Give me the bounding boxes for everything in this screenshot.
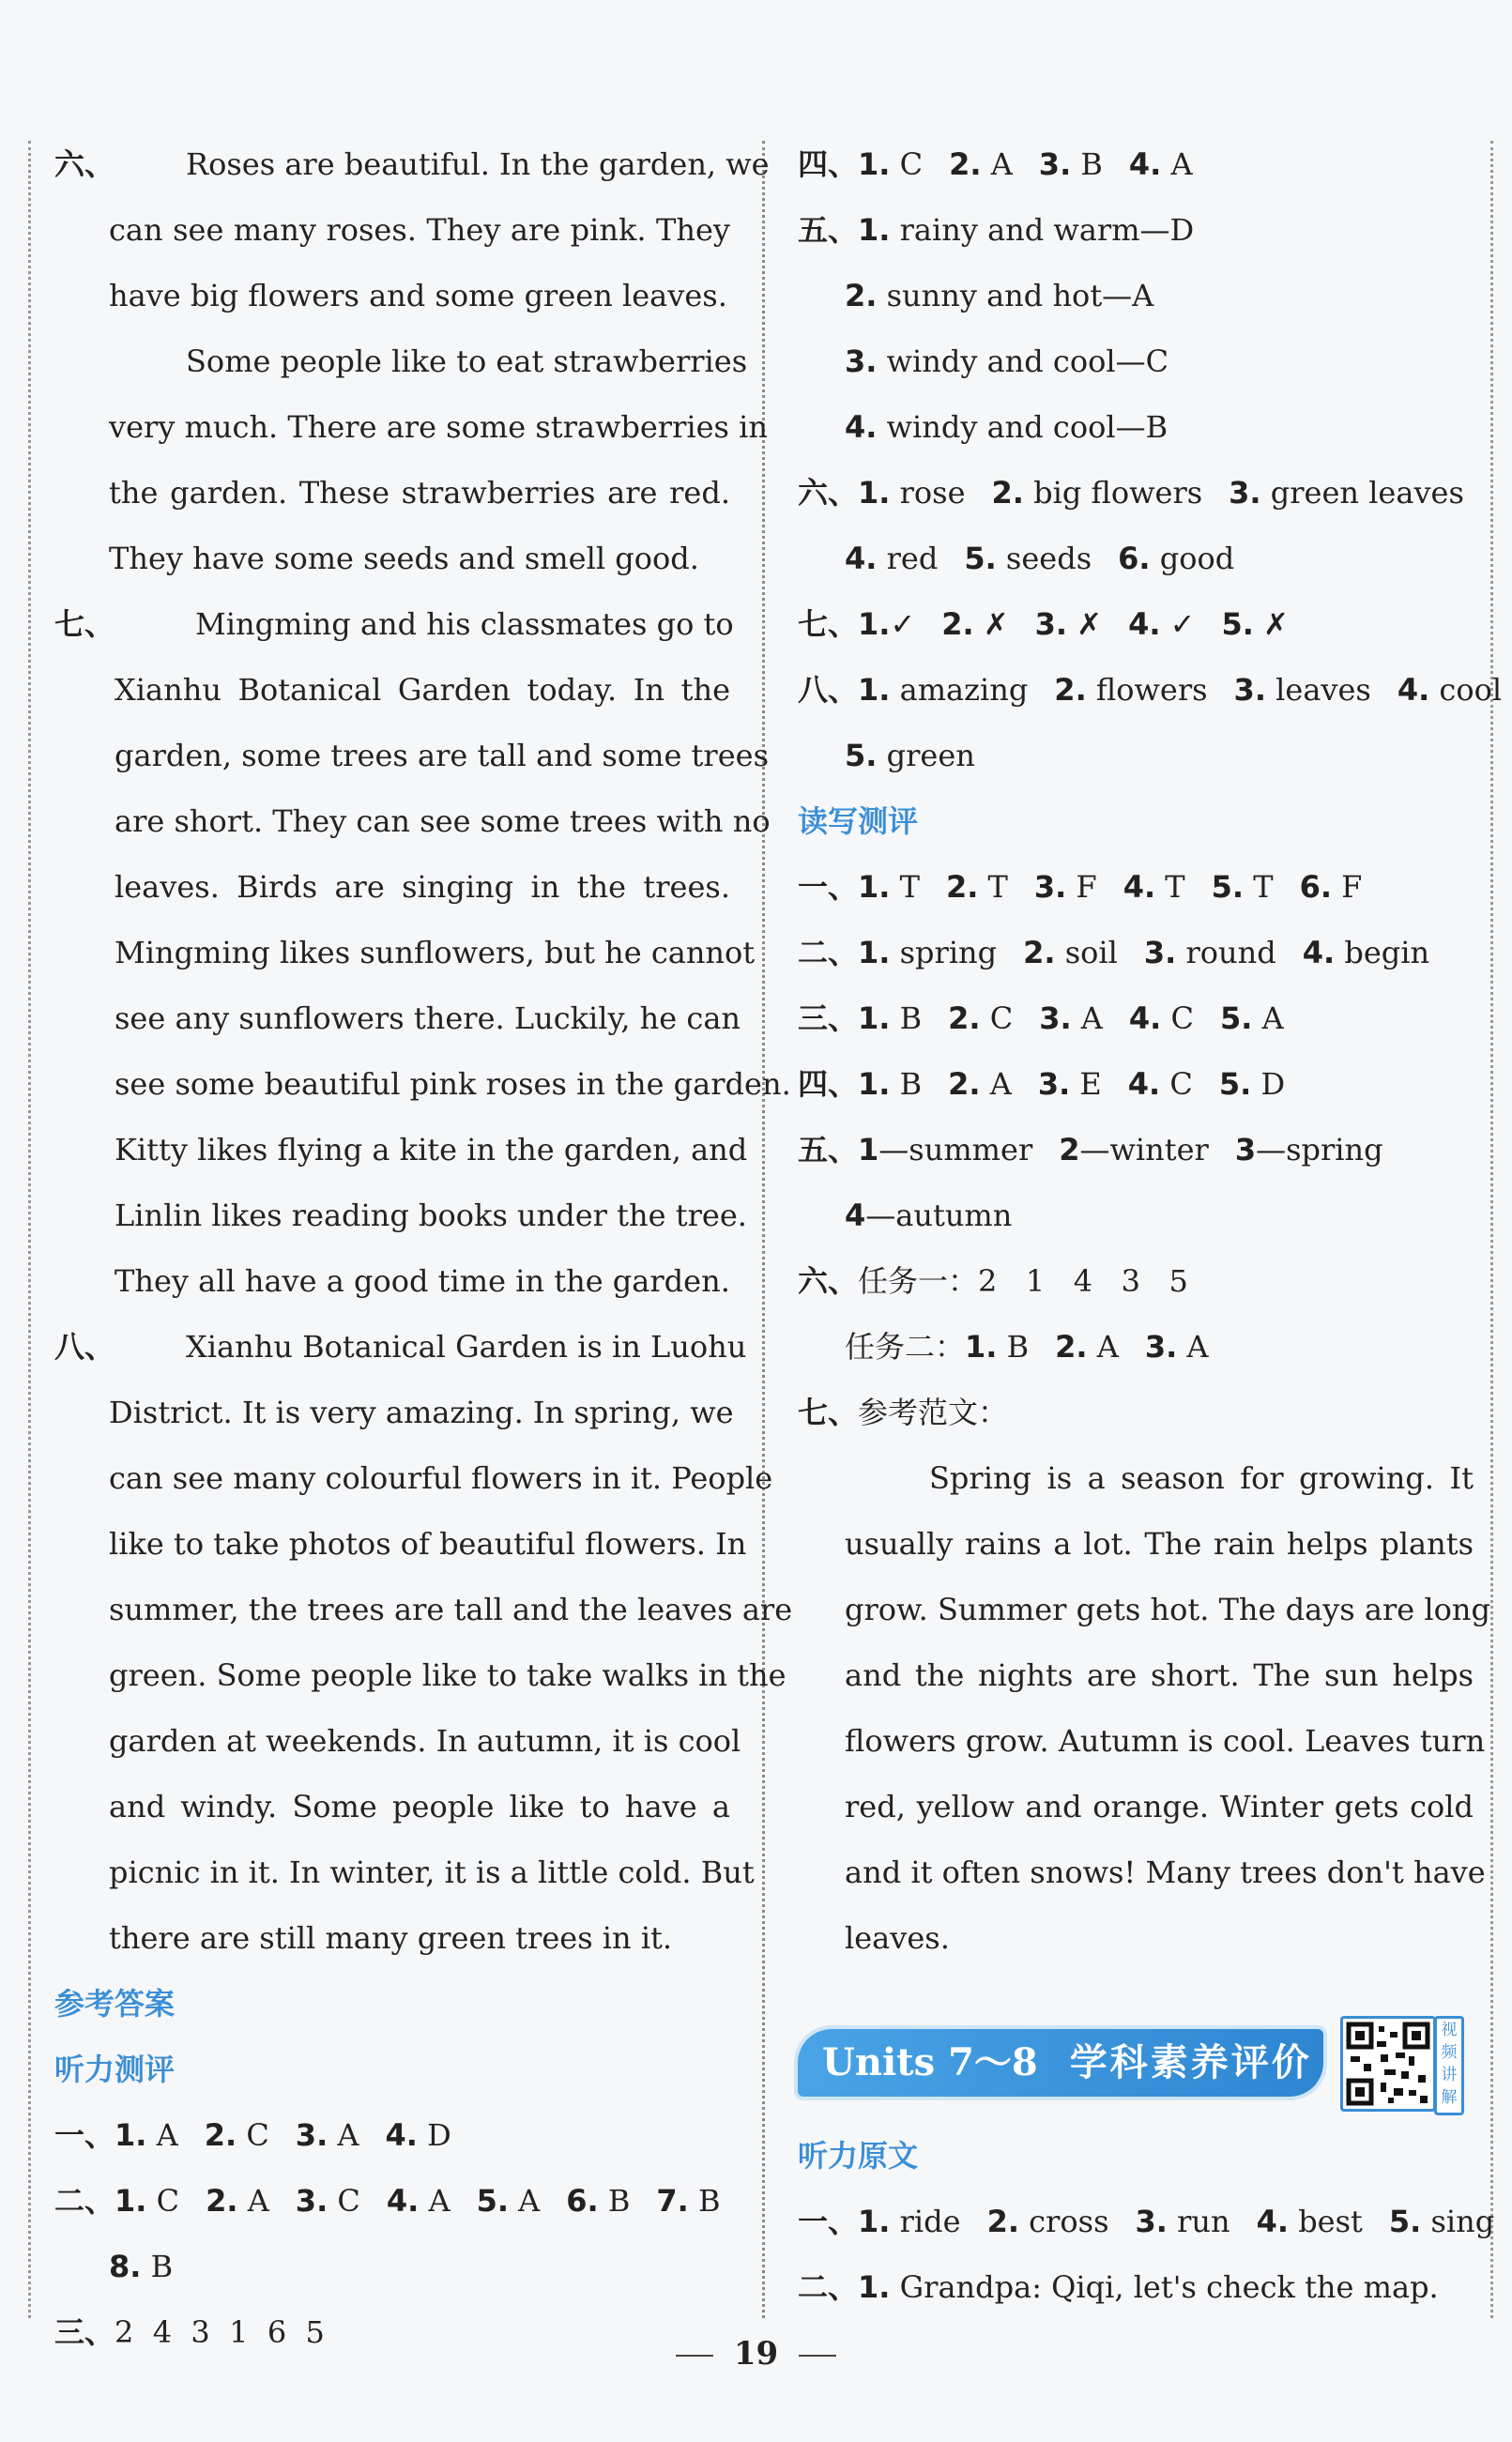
passage-six-line: very much. There are some strawberries in [109,409,768,445]
passage-seven-line: Kitty likes flying a kite in the garden, and [115,1132,748,1168]
passage-six-line-1: 六、 Roses are beautiful. In the garden, we [54,146,770,182]
cross-icon: ✗ [983,606,1009,642]
answer-row-three: 三、2 4 3 1 6 5 [54,2314,325,2350]
passage-seven-line: are short. They can see some trees with no [115,803,771,839]
passage-eight-line: summer, the trees are tall and the leaves are [109,1592,793,1627]
page-footer [0,2326,1512,2382]
answer-row-two-cont: 8. B [109,2249,174,2284]
banner-title: 学科素养评价 [1069,2041,1312,2084]
passage-seven-line: Linlin likes reading books under the tree. [115,1198,747,1233]
passage-eight-line: and windy. Some people like to have a [109,1789,730,1824]
passage-six-line: Some people like to eat strawberries [186,343,748,379]
answer-row-eight-cont: 5. green [845,738,975,773]
listening-title: 听力测评 [54,2052,176,2087]
answer-row-five-line: 3. windy and cool—C [845,343,1169,379]
essay-line: Spring is a season for growing. It [929,1460,1474,1496]
right-border [1490,141,1493,2318]
qr-code-icon[interactable] [1340,2016,1436,2112]
rw-row-four: 四、1. B 2. A 3. E 4. C 5. D [798,1066,1286,1102]
passage-seven-line: see some beautiful pink roses in the garden. [115,1066,791,1102]
passage-eight-line: garden at weekends. In autumn, it is cool [109,1723,741,1759]
check-icon: ✓ [890,606,916,642]
answer-row-seven: 七、1.✓ 2. ✗ 3. ✗ 4. ✓ 5. ✗ [798,606,1289,642]
section-label: 八、 [54,1329,115,1365]
cross-icon: ✗ [1077,606,1103,642]
answer-row-four: 四、1. C 2. A 3. B 4. A [798,146,1193,182]
page-number: 19 [733,2335,779,2373]
rw-row-three: 三、1. B 2. C 3. A 4. C 5. A [798,1000,1284,1036]
passage-eight-line: like to take photos of beautiful flowers. In [109,1526,747,1562]
video-explain-label[interactable]: 视频讲解 [1434,2016,1464,2115]
rw-row-six-task2: 任务二：1. B 2. A 3. A [845,1329,1209,1365]
essay-line: red, yellow and orange. Winter gets cold [845,1789,1474,1824]
passage-six-line: have big flowers and some green leaves. [109,278,727,313]
passage-eight-line: District. It is very amazing. In spring, we [109,1395,734,1430]
read-write-title: 读写测评 [798,803,919,839]
essay-line: and the nights are short. The sun helps [845,1657,1474,1693]
rw-row-five-cont: 4—autumn [845,1198,1013,1233]
rw-row-one: 一、1. T 2. T 3. F 4. T 5. T 6. F [798,869,1363,905]
section-label: 六、 [54,146,115,182]
cross-icon: ✗ [1263,606,1289,642]
passage-six-line: They have some seeds and smell good. [109,541,699,576]
check-icon: ✓ [1169,606,1196,642]
passage-seven-line: Xianhu Botanical Garden today. In the [115,672,730,708]
answer-row-eight: 八、1. amazing 2. flowers 3. leaves 4. cool [798,672,1503,708]
passage-seven-line: garden, some trees are tall and some trees [115,738,769,773]
passage-six-line: can see many roses. They are pink. They [109,212,730,248]
passage-seven-line: Mingming likes sunflowers, but he cannot [115,935,756,970]
essay-line: usually rains a lot. The rain helps plants [845,1526,1474,1562]
rw-row-six: 六、任务一：2 1 4 3 5 [798,1263,1188,1299]
answer-row-five: 五、1. rainy and warm—D [798,212,1195,248]
banner-units: Units 7～8 [822,2040,1038,2084]
passage-six-line: the garden. These strawberries are red. [109,475,730,511]
passage-eight-line: can see many colourful flowers in it. People [109,1460,773,1496]
essay-line: leaves. [845,1920,950,1956]
answer-row-six: 六、1. rose 2. big flowers 3. green leaves [798,475,1464,511]
rw-row-two: 二、1. spring 2. soil 3. round 4. begin [798,935,1430,970]
section-label: 七、 [54,606,115,642]
passage-eight-line: picnic in it. In winter, it is a little cold. But [109,1854,755,1890]
passage-seven-line-1: 七、 Mingming and his classmates go to [54,606,734,642]
listening-script [798,2123,1495,2320]
unit-banner [798,2029,1323,2097]
rw-row-seven: 七、参考范文： [798,1395,1009,1430]
passage-seven-line: They all have a good time in the garden. [115,1263,730,1299]
left-border [28,141,31,2318]
essay-line: grow. Summer gets hot. The days are long [845,1592,1490,1627]
answers-title: 参考答案 [54,1986,176,2022]
passage-eight-line: green. Some people like to take walks in the [109,1657,787,1693]
answer-row-two: 二、1. C 2. A 3. C 4. A 5. A 6. B 7. B [54,2183,721,2219]
answer-row-five-line: 4. windy and cool—B [845,409,1168,445]
right-column [798,131,1503,1971]
essay-line: flowers grow. Autumn is cool. Leaves turn [845,1723,1486,1759]
answer-row-one: 一、1. A 2. C 3. A 4. D [54,2117,451,2153]
rw-row-five: 五、1—summer 2—winter 3—spring [798,1132,1383,1168]
passage-seven-line: see any sunflowers there. Luckily, he can [115,1000,741,1036]
answer-row-five-line: 2. sunny and hot—A [845,278,1154,313]
essay-line: and it often snows! Many trees don't have [845,1854,1486,1890]
passage-eight-line: there are still many green trees in it. [109,1920,673,1956]
passage-eight-line-1: 八、 Xianhu Botanical Garden is in Luohu [54,1329,747,1365]
script-row-two: 二、1. Grandpa: Qiqi, let's check the map. [798,2269,1439,2305]
script-row-one: 一、1. ride 2. cross 3. run 4. best 5. sing [798,2204,1495,2239]
listening-script-title: 听力原文 [798,2138,919,2174]
passage-seven-line: leaves. Birds are singing in the trees. [115,869,730,905]
column-divider [762,141,765,2318]
answer-row-six-cont: 4. red 5. seeds 6. good [845,541,1235,576]
